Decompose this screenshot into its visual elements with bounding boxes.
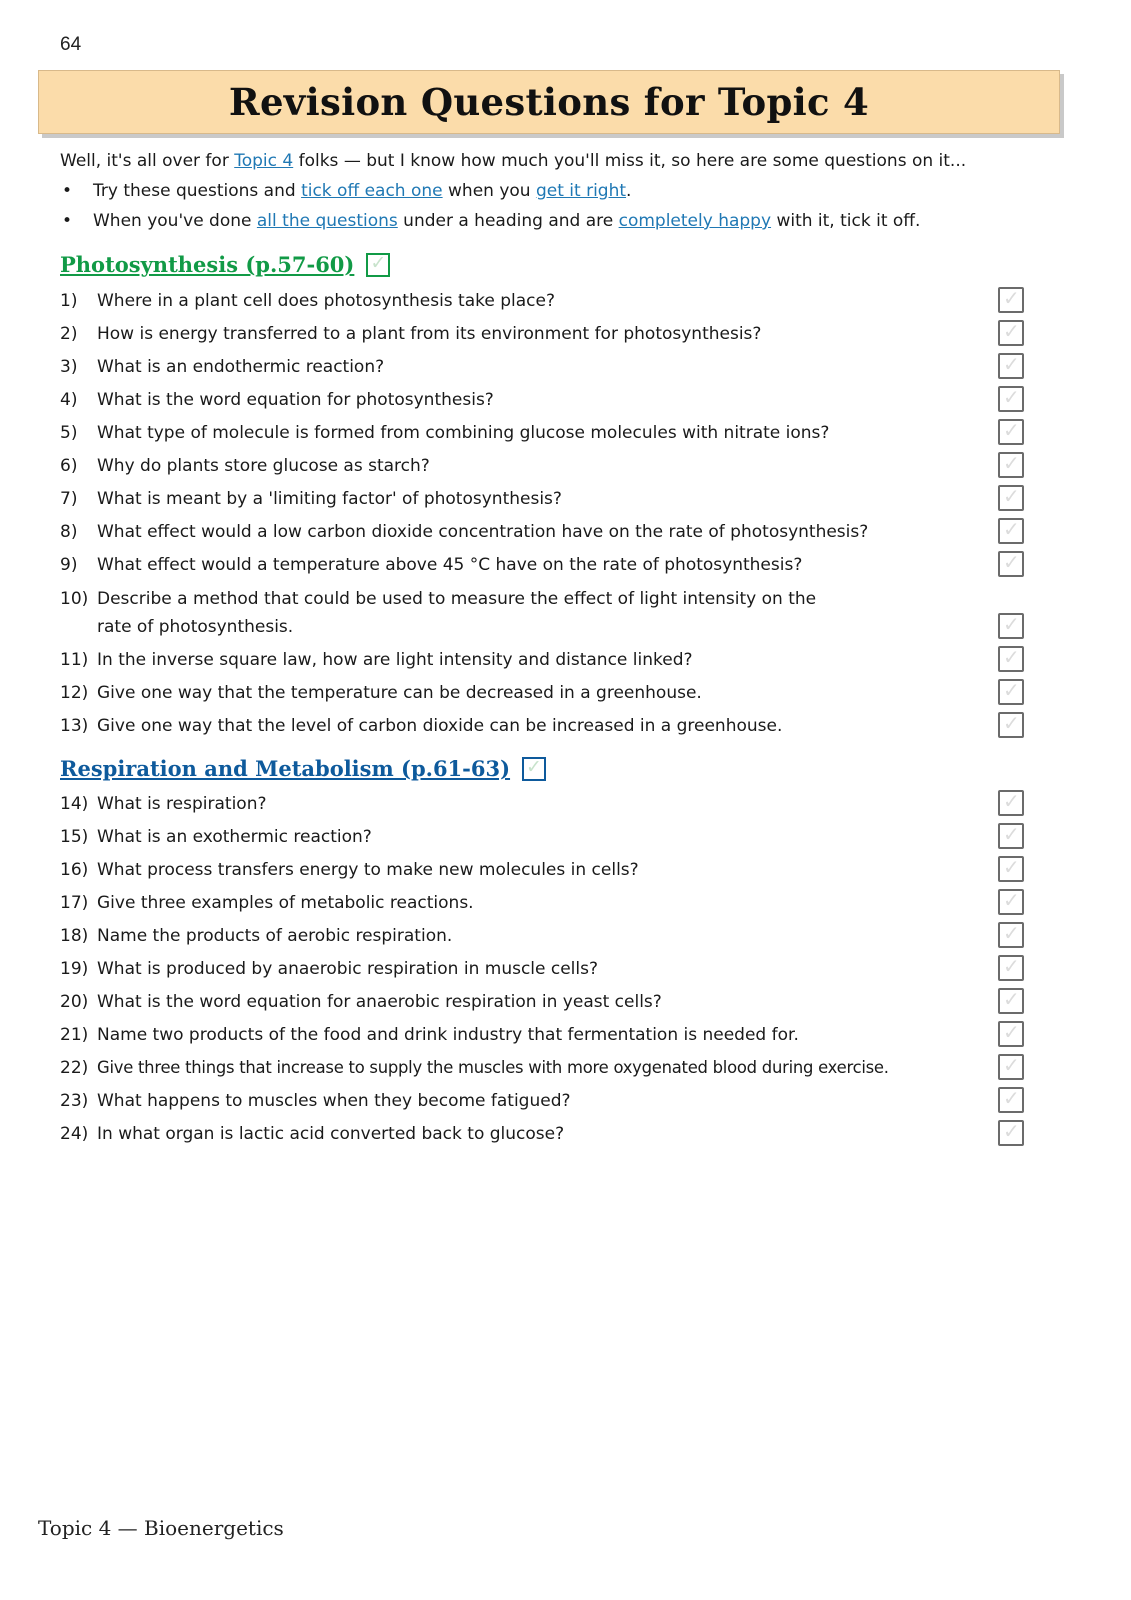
question-text: How is energy transferred to a plant from its environment for photosynthesis?	[97, 324, 762, 344]
instruction-text-fragment: Try these questions and	[93, 181, 302, 201]
question-text: Name the products of aerobic respiration.	[97, 926, 453, 946]
section-title[interactable]: Respiration and Metabolism (p.61-63)	[60, 756, 511, 781]
question-checkbox[interactable]	[998, 1087, 1024, 1113]
question-text: What is the word equation for anaerobic respiration in yeast cells?	[97, 992, 662, 1012]
question-text: What is meant by a 'limiting factor' of photosynthesis?	[97, 489, 562, 509]
question-checkbox[interactable]	[998, 1021, 1024, 1047]
question-checkbox[interactable]	[998, 613, 1024, 639]
question-number: 17)	[60, 893, 89, 913]
page-footer: Topic 4 — Bioenergetics	[38, 1516, 284, 1540]
page-title: Revision Questions for Topic 4	[228, 80, 870, 124]
get-it-right-link[interactable]: get it right	[535, 181, 627, 201]
question-number: 5)	[60, 423, 78, 443]
question-checkbox[interactable]	[998, 1054, 1024, 1080]
question-checkbox[interactable]	[998, 988, 1024, 1014]
question-number: 10)	[60, 589, 89, 609]
question-checkbox[interactable]	[998, 1120, 1024, 1146]
question-text: What type of molecule is formed from combining glucose molecules with nitrate ions?	[97, 423, 830, 443]
instruction-text-fragment: with it, tick it off.	[771, 211, 921, 231]
question-number: 15)	[60, 827, 89, 847]
question-text: What effect would a temperature above 45 °C have on the rate of photosynthesis?	[97, 555, 803, 575]
question-checkbox[interactable]	[998, 287, 1024, 313]
section-heading-photosynthesis	[60, 252, 390, 277]
intro-text-fragment: folks — but I know how much you'll miss it, so here are some questions on it...	[293, 151, 967, 171]
question-checkbox[interactable]	[998, 419, 1024, 445]
question-text: Why do plants store glucose as starch?	[97, 456, 430, 476]
question-checkbox[interactable]	[998, 551, 1024, 577]
question-number: 6)	[60, 456, 78, 476]
instruction-list	[60, 176, 1060, 236]
question-number: 22)	[60, 1058, 89, 1078]
question-text: Give one way that the level of carbon dioxide can be increased in a greenhouse.	[97, 716, 783, 736]
tick-off-each-one-link[interactable]: tick off each one	[301, 181, 443, 201]
completely-happy-link[interactable]: completely happy	[618, 211, 772, 231]
question-text: Give three examples of metabolic reactions.	[97, 893, 474, 913]
question-checkbox[interactable]	[998, 452, 1024, 478]
question-number: 16)	[60, 860, 89, 880]
question-checkbox[interactable]	[998, 485, 1024, 511]
intro-text	[60, 146, 1060, 236]
question-checkbox[interactable]	[998, 353, 1024, 379]
question-number: 9)	[60, 555, 78, 575]
question-text: Give one way that the temperature can be decreased in a greenhouse.	[97, 683, 702, 703]
instruction-text-fragment: when you	[442, 181, 536, 201]
question-text: Name two products of the food and drink industry that fermentation is needed for.	[97, 1025, 799, 1045]
question-checkbox[interactable]	[998, 823, 1024, 849]
question-number: 1)	[60, 291, 78, 311]
question-number: 12)	[60, 683, 89, 703]
question-text: Where in a plant cell does photosynthesis take place?	[97, 291, 555, 311]
title-banner	[38, 70, 1060, 134]
question-checkbox[interactable]	[998, 955, 1024, 981]
question-checkbox[interactable]	[998, 518, 1024, 544]
question-number: 19)	[60, 959, 89, 979]
topic-4-link[interactable]: Topic 4	[234, 151, 294, 171]
question-number: 24)	[60, 1124, 89, 1144]
section-heading-respiration	[60, 756, 546, 781]
question-text: What is an exothermic reaction?	[97, 827, 372, 847]
question-text: Describe a method that could be used to measure the effect of light intensity on the	[97, 589, 817, 609]
question-checkbox[interactable]	[998, 646, 1024, 672]
question-number: 11)	[60, 650, 89, 670]
question-number: 4)	[60, 390, 78, 410]
question-text: What is an endothermic reaction?	[97, 357, 385, 377]
instruction-text-fragment: under a heading and are	[397, 211, 619, 231]
question-checkbox[interactable]	[998, 856, 1024, 882]
question-number: 7)	[60, 489, 78, 509]
question-checkbox[interactable]	[998, 320, 1024, 346]
question-checkbox[interactable]	[998, 712, 1024, 738]
section-title[interactable]: Photosynthesis (p.57-60)	[60, 252, 355, 277]
question-text-continued: rate of photosynthesis.	[97, 617, 294, 637]
question-text: What process transfers energy to make new molecules in cells?	[97, 860, 639, 880]
intro-text-fragment: Well, it's all over for	[60, 151, 235, 171]
question-number: 14)	[60, 794, 89, 814]
instruction-item	[60, 176, 1060, 206]
instruction-item	[60, 206, 1060, 236]
question-text: In what organ is lactic acid converted back to glucose?	[97, 1124, 565, 1144]
question-number: 8)	[60, 522, 78, 542]
question-number: 2)	[60, 324, 78, 344]
page-number: 64	[60, 34, 82, 55]
instruction-text-fragment: When you've done	[93, 211, 257, 231]
question-checkbox[interactable]	[998, 386, 1024, 412]
question-number: 13)	[60, 716, 89, 736]
question-checkbox[interactable]	[998, 679, 1024, 705]
question-checkbox[interactable]	[998, 922, 1024, 948]
question-number: 21)	[60, 1025, 89, 1045]
question-text: What is produced by anaerobic respiration in muscle cells?	[97, 959, 599, 979]
question-text: In the inverse square law, how are light intensity and distance linked?	[97, 650, 693, 670]
question-checkbox[interactable]	[998, 889, 1024, 915]
question-number: 18)	[60, 926, 89, 946]
intro-line	[60, 146, 1060, 176]
question-number: 23)	[60, 1091, 89, 1111]
question-checkbox[interactable]	[998, 790, 1024, 816]
question-number: 3)	[60, 357, 78, 377]
all-the-questions-link[interactable]: all the questions	[256, 211, 398, 231]
section-checkbox[interactable]	[522, 757, 546, 781]
question-text: What effect would a low carbon dioxide concentration have on the rate of photosynthesis?	[97, 522, 869, 542]
section-checkbox[interactable]	[366, 253, 390, 277]
question-text: Give three things that increase to supply the muscles with more oxygenated blood during exercise.	[97, 1058, 889, 1077]
question-text: What is respiration?	[97, 794, 267, 814]
question-text: What happens to muscles when they become fatigued?	[97, 1091, 571, 1111]
question-text: What is the word equation for photosynthesis?	[97, 390, 494, 410]
instruction-text-fragment: .	[626, 181, 632, 201]
question-number: 20)	[60, 992, 89, 1012]
